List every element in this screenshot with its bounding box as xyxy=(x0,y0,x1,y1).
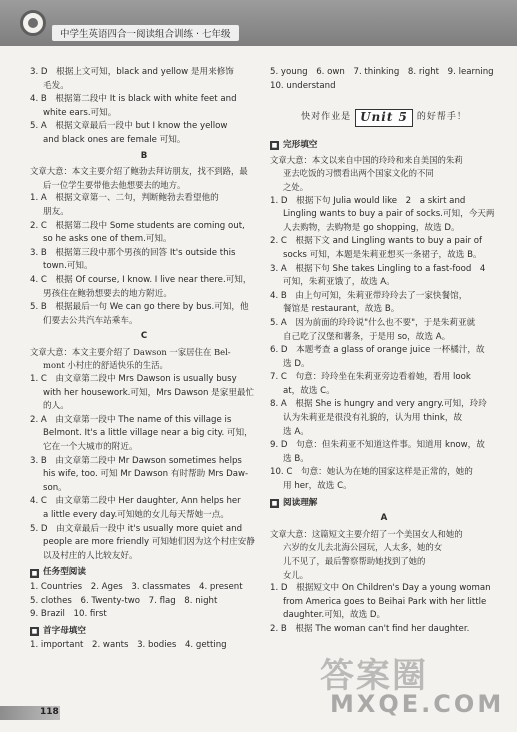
answer-line: 7. C 句意：玲玲坐在朱莉亚旁边看着她，看用 look xyxy=(270,372,471,383)
answer-line: 5. D 由文章最后一段中 it's usually more quiet and xyxy=(30,523,243,534)
watermark-url: MXQE.COM xyxy=(330,690,505,718)
answer-line: 9. Brazil 10. first xyxy=(30,609,107,620)
answer-line: 1. C 由文章第二段中 Mrs Dawson is usually busy xyxy=(30,374,237,385)
answer-line: 5. A 根据文章最后一段中 but I know the yellow xyxy=(30,121,228,132)
answer-line: Belmont. It's a little village near a big city. 可知，它在一个大城市的附近。 xyxy=(43,428,253,453)
answer-line: 1. D 根据下句 Julia would like 2 a skirt and xyxy=(270,195,466,206)
answer-line: 3. B 根据第三段中那个男孩的回答 It's outside this xyxy=(30,247,236,258)
answer-line: from America goes to Beihai Park with her little xyxy=(283,596,487,607)
answer-line: his wife, too. 可知 Mr Dawson 有时帮助 Mrs Daw- xyxy=(43,469,249,480)
summary-line: 儿不见了，最后警察帮助她找到了她的 xyxy=(283,556,426,566)
answer-line: 餐馆是 restaurant，故选 B。 xyxy=(283,304,400,315)
answer-line: 选 A。 xyxy=(283,426,309,437)
section-heading xyxy=(270,497,498,511)
answer-line: 2. C 根据下文 and Lingling wants to buy a pair of xyxy=(270,236,483,247)
answer-line: 认为朱莉亚是很没有礼貌的，认为用 think，故 xyxy=(283,413,463,424)
summary-line: 亚去吃饭的习惯看出两个国家文化的不同 xyxy=(283,168,434,179)
answer-line: son。 xyxy=(43,482,67,493)
watermark-text: 答案圈 xyxy=(320,656,428,696)
answer-line: 10. C 句意：她认为在她的国家这样是正常的，她的 xyxy=(270,467,473,478)
answer-line: 人去购物，去购物是 go shopping，故选 D。 xyxy=(283,222,460,233)
answer-line: 1. A 根据文章第一、二句，判断鲍勃去看望他的 xyxy=(30,193,219,204)
answer-line: so he asks one of them.可知。 xyxy=(43,234,172,245)
answer-line: 3. B 由文章第二段中 Mr Dawson sometimes helps xyxy=(30,455,242,466)
answer-line: 3. D 根据上文可知，black and yellow 是用来修饰 xyxy=(30,67,234,77)
answer-line: 1. important 2. wants 3. bodies 4. getting xyxy=(30,640,227,651)
summary-line: 女儿。 xyxy=(283,569,309,580)
section-square-icon: ■ xyxy=(271,142,278,150)
section-title: 完形填空 xyxy=(283,140,318,151)
answer-line: 以及村庄的人比较友好。 xyxy=(43,550,138,561)
answer-line: 选 D。 xyxy=(283,358,310,369)
answer-line: 10. understand xyxy=(270,80,336,91)
left-column xyxy=(30,66,258,653)
answer-line: 5. clothes 6. Twenty-two 7. flag 8. night xyxy=(30,595,218,606)
answer-line: 2. C 根据第二段中 Some students are coming out, xyxy=(30,220,245,231)
answer-line: with her housework.可知，Mrs Dawson 是家里最忙的人。 xyxy=(43,387,255,412)
answer-line: 5. B 根据最后一句 We can go there by bus.可知，他 xyxy=(30,302,249,313)
answer-line: 自己吃了汉堡和薯条，于是用 so，故选 A。 xyxy=(283,331,451,342)
answer-line: 4. B 根据第二段中 It is black with white feet and xyxy=(30,94,237,105)
summary-line: mont 小村庄的舒适快乐的生活。 xyxy=(43,360,168,371)
section-heading xyxy=(30,625,258,639)
page-number: 118 xyxy=(40,707,59,717)
unit-label: Unit 5 xyxy=(355,109,413,127)
section-letter: C xyxy=(140,331,148,342)
summary-line: 之处。 xyxy=(283,181,309,192)
right-column xyxy=(270,66,498,637)
section-title: 阅读理解 xyxy=(283,497,318,508)
answer-line: at，故选 C。 xyxy=(283,385,335,396)
answer-line: 6. D 本题考查 a glass of orange juice 一杯橘汁，故 xyxy=(270,345,485,356)
answer-line: and black ones are female 可知。 xyxy=(43,134,186,145)
answer-line: 朋友。 xyxy=(43,206,69,217)
answer-line: 2. B 根据 The woman can't find her daughter. xyxy=(270,623,470,634)
answer-line: 2. A 由文章第一段中 The name of this village is xyxy=(30,414,232,425)
answer-line: 3. A 根据下句 She takes Lingling to a fast-food 4 xyxy=(270,263,486,274)
answer-line: 毛发。 xyxy=(43,80,69,91)
section-square-icon: ■ xyxy=(31,569,38,577)
answer-line: 4. B 由上句可知，朱莉亚带玲玲去了一家快餐馆， xyxy=(270,290,468,301)
section-letter: B xyxy=(140,150,148,161)
section-letter: A xyxy=(380,513,388,524)
section-square-icon: ■ xyxy=(31,628,38,636)
answer-line: socks 可知，本题是朱莉亚想买一条裙子，故选 B。 xyxy=(283,249,482,260)
summary-line: 文章大意：本文主要介绍了 Dawson 一家居住在 Bel- xyxy=(30,346,231,357)
summary-line: 文章大意：本文主要介绍了鲍勃去拜访朋友，找不到路，最 xyxy=(30,166,248,177)
answer-line: 用 her，故选 C。 xyxy=(283,481,352,492)
summary-line: 后一位学生要带他去他想要去的地方。 xyxy=(43,179,186,190)
book-logo-icon xyxy=(20,10,46,36)
banner-text: 的好帮手！ xyxy=(416,112,467,123)
answer-line: white ears.可知。 xyxy=(43,107,117,118)
answer-line: people are more friendly 可知她们因为这个村庄安静 xyxy=(43,537,255,548)
answer-line: 可知，朱莉亚饿了，故选 A。 xyxy=(283,277,395,288)
summary-line: 文章大意：这篇短文主要介绍了一个美国女人和她的 xyxy=(270,528,463,539)
unit-banner xyxy=(270,107,498,129)
summary-line: 六岁的女儿去北海公园玩，人太多，她的女 xyxy=(283,542,443,553)
summary-line: 文章大意：本文以来自中国的玲玲和来自美国的朱莉 xyxy=(270,154,463,165)
answer-line: town.可知。 xyxy=(43,261,93,272)
section-heading xyxy=(30,566,258,580)
section-square-icon: ■ xyxy=(271,499,278,507)
section-heading xyxy=(270,139,498,153)
section-title: 首字母填空 xyxy=(43,625,86,636)
answer-line: 4. C 根据 Of course, I know. I live near there.可知， xyxy=(30,274,252,285)
answer-line: 选 B。 xyxy=(283,453,309,464)
answer-line: 1. Countries 2. Ages 3. classmates 4. present xyxy=(30,581,243,592)
book-title: 中学生英语四合一阅读组合训练 · 七年级 xyxy=(52,25,239,41)
answer-line: 5. A 因为前面的玲玲说"什么也不要"，于是朱莉亚就 xyxy=(270,317,476,328)
answer-line: 男孩住在鲍勃想要去的地方附近。 xyxy=(43,288,172,299)
answer-line: 4. C 由文章第二段中 Her daughter, Ann helps her xyxy=(30,496,241,507)
section-title: 任务型阅读 xyxy=(43,567,86,578)
answer-line: 们要去公共汽车站乘车。 xyxy=(43,315,138,326)
answer-line: 5. young 6. own 7. thinking 8. right 9. learning xyxy=(270,67,494,77)
answer-line: 8. A 根据 She is hungry and very angry.可知，玲玲 xyxy=(270,399,487,410)
answer-line: 1. D 根据短文中 On Children's Day a young woman xyxy=(270,583,491,594)
answer-line: Lingling wants to buy a pair of socks.可知，今天两 xyxy=(283,209,495,220)
answer-line: a little every day.可知她的女儿每天帮她一点。 xyxy=(43,510,229,520)
answer-line: daughter.可知，故选 D。 xyxy=(283,610,386,621)
answer-line: 9. D 句意：但朱莉亚不知道这件事。知道用 know，故 xyxy=(270,440,485,451)
banner-text: 快对作业是 xyxy=(301,112,352,123)
